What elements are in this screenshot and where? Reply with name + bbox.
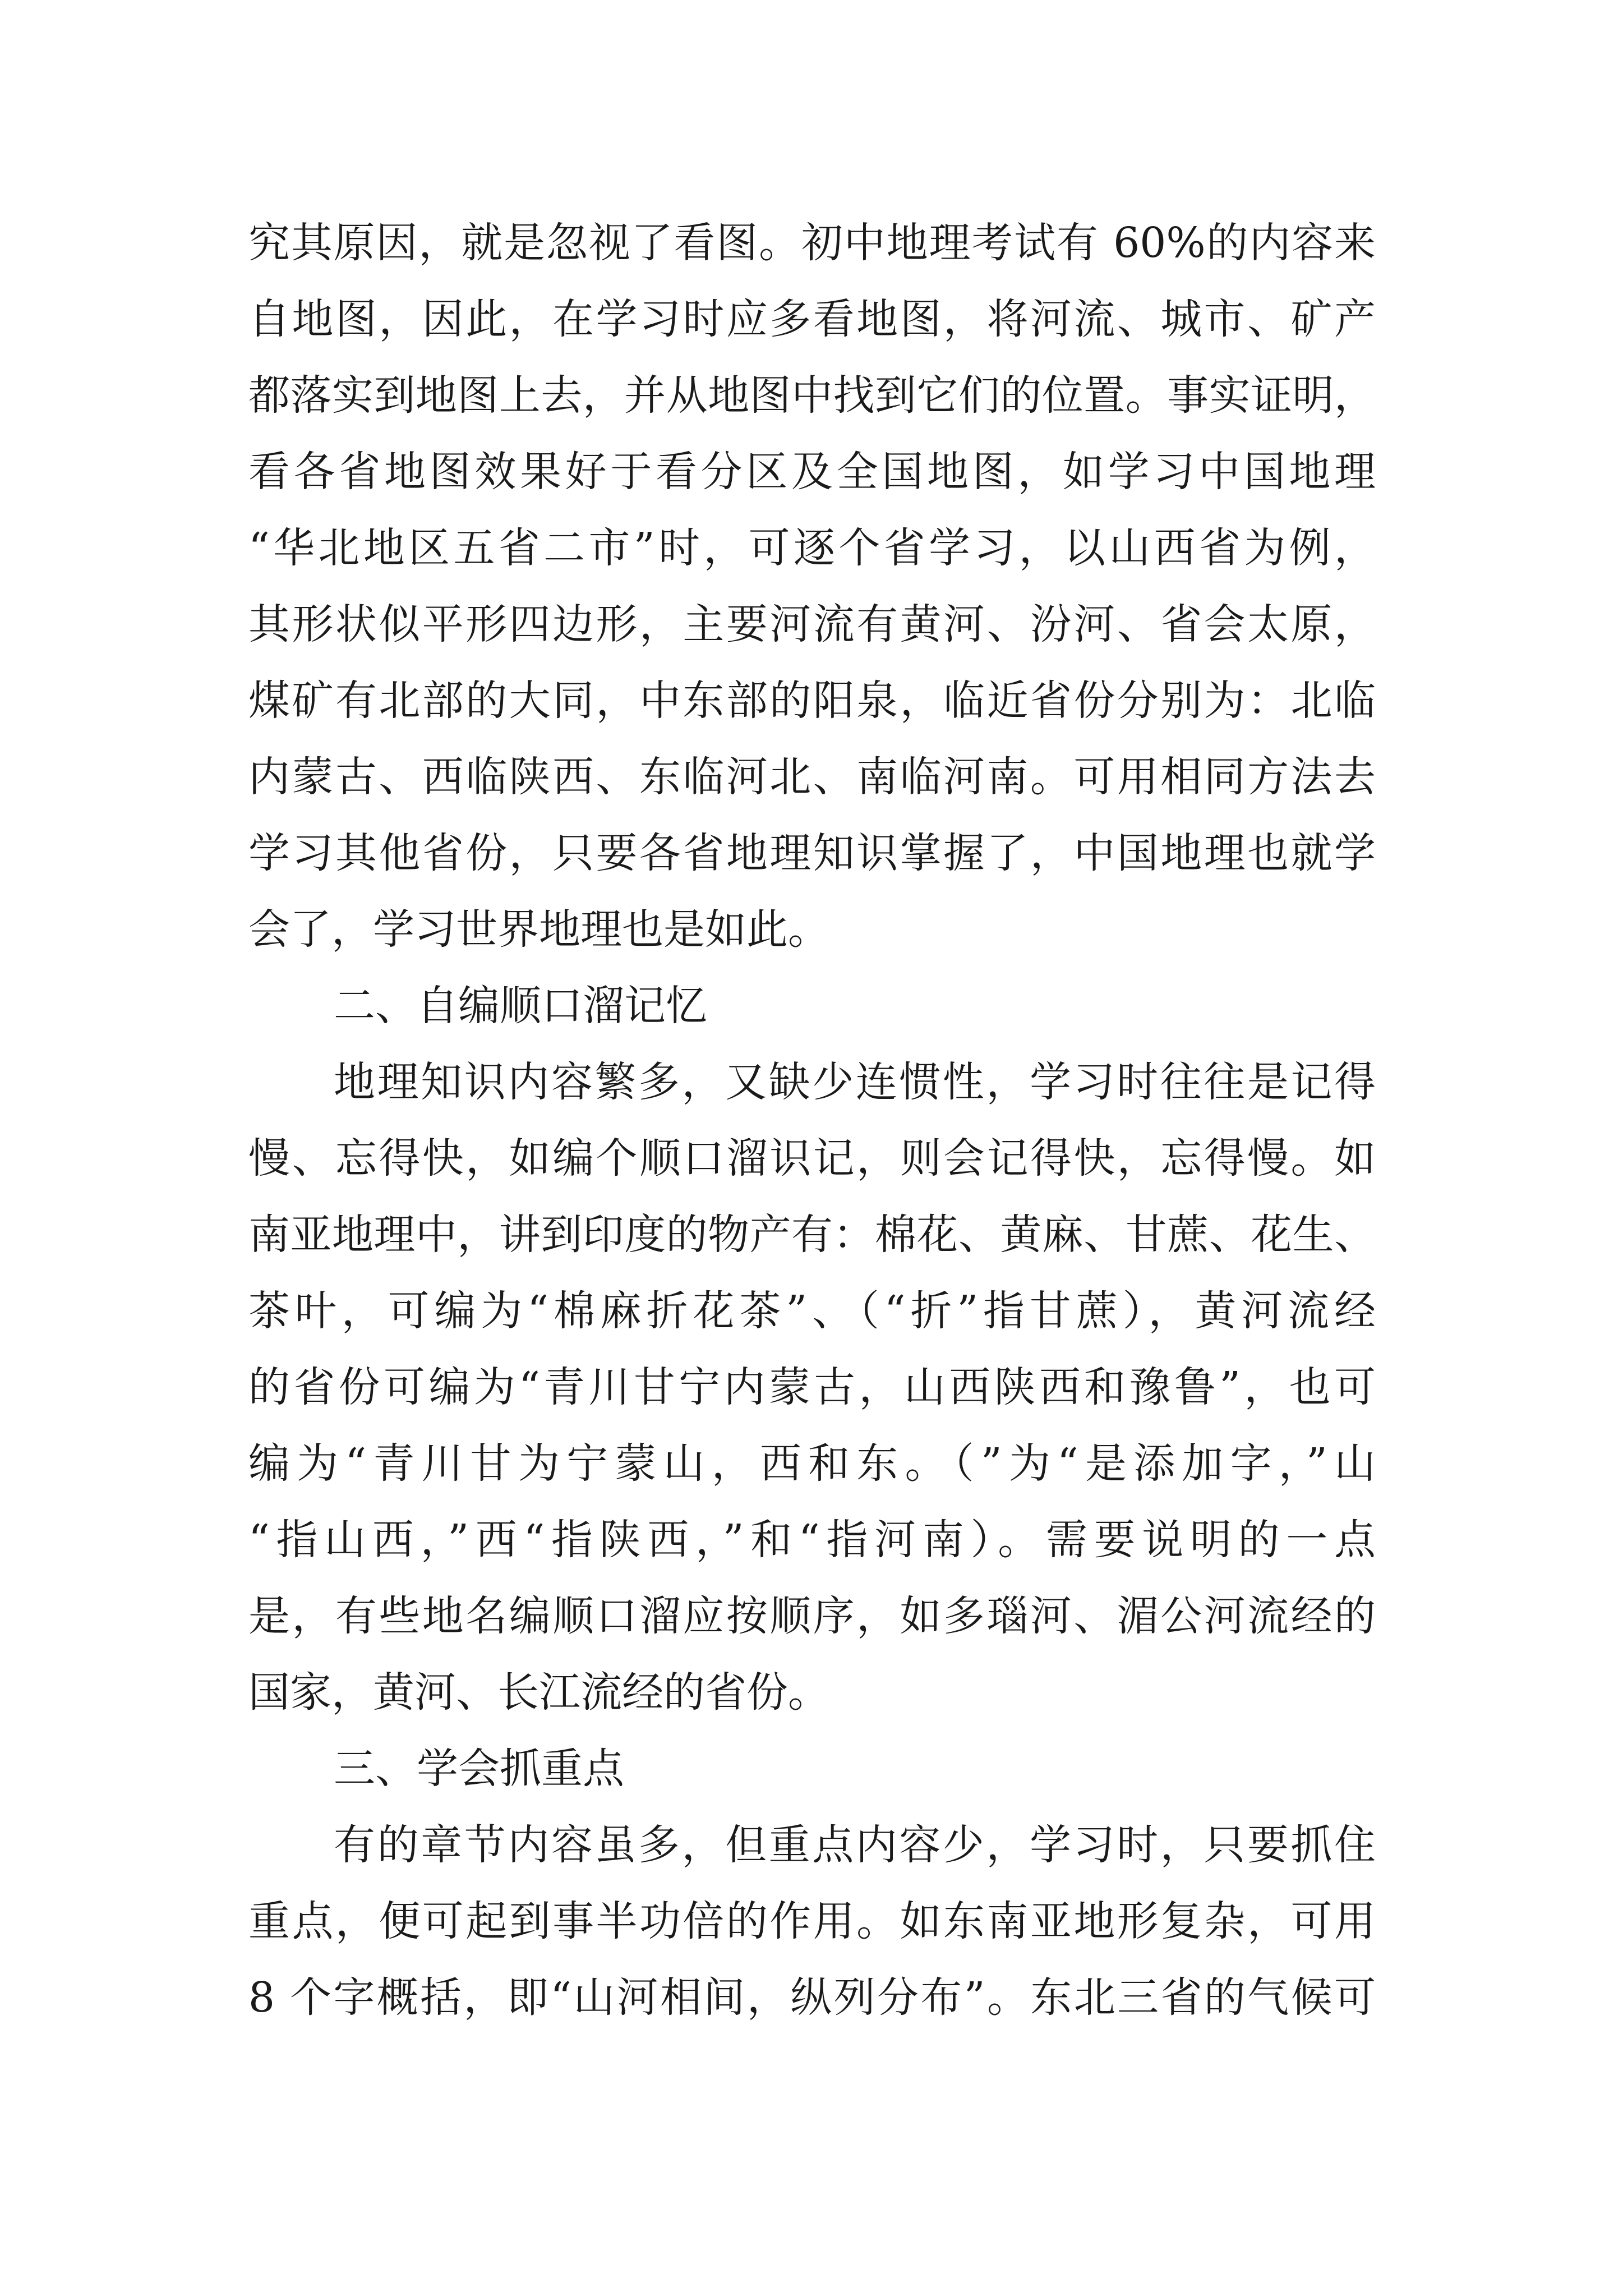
paragraph-line: 内蒙古、西临陕西、东临河北、南临河南。可用相同方法去: [248, 753, 1376, 801]
paragraph-line: 其形状似平形四边形，主要河流有黄河、汾河、省会太原，: [248, 600, 1376, 648]
paragraph-line: 看各省地图效果好于看分区及全国地图，如学习中国地理: [248, 448, 1376, 496]
paragraph-line: 南亚地理中，讲到印度的物产有：棉花、黄麻、甘蔗、花生、: [248, 1211, 1376, 1259]
paragraph-line: 自地图，因此，在学习时应多看地图，将河流、城市、矿产: [248, 295, 1376, 343]
paragraph-line: 有的章节内容虽多，但重点内容少，学习时，只要抓住: [334, 1821, 1376, 1869]
paragraph-line: “指山西，”西“指陕西，”和“指河南）。需要说明的一点: [248, 1516, 1376, 1564]
paragraph-line: “华北地区五省二市”时，可逐个省学习，以山西省为例，: [248, 524, 1376, 572]
section-heading: 二、自编顺口溜记忆: [334, 982, 707, 1030]
paragraph-line: 8 个字概括，即“山河相间，纵列分布”。东北三省的气候可: [248, 1973, 1376, 2022]
paragraph-line: 国家，黄河、长江流经的省份。: [248, 1668, 829, 1717]
paragraph-line: 编为“青川甘为宁蒙山，西和东。（”为“是添加字，”山: [248, 1439, 1376, 1488]
paragraph-line: 是，有些地名编顺口溜应按顺序，如多瑙河、湄公河流经的: [248, 1592, 1376, 1640]
section-heading: 三、学会抓重点: [334, 1745, 624, 1793]
paragraph-line: 会了，学习世界地理也是如此。: [248, 905, 829, 954]
paragraph-line: 煤矿有北部的大同，中东部的阳泉，临近省份分别为：北临: [248, 677, 1376, 725]
paragraph-line: 究其原因，就是忽视了看图。初中地理考试有 60%的内容来: [248, 219, 1376, 267]
paragraph-line: 学习其他省份，只要各省地理知识掌握了，中国地理也就学: [248, 829, 1376, 877]
paragraph-line: 地理知识内容繁多，又缺少连惯性，学习时往往是记得: [334, 1058, 1376, 1106]
paragraph-line: 都落实到地图上去，并从地图中找到它们的位置。事实证明，: [248, 371, 1376, 420]
paragraph-line: 慢、忘得快，如编个顺口溜识记，则会记得快，忘得慢。如: [248, 1134, 1376, 1182]
paragraph-line: 茶叶，可编为“棉麻折花茶”、（“折”指甘蔗），黄河流经: [248, 1287, 1376, 1335]
paragraph-line: 的省份可编为“青川甘宁内蒙古，山西陕西和豫鲁”，也可: [248, 1363, 1376, 1411]
paragraph-line: 重点，便可起到事半功倍的作用。如东南亚地形复杂，可用: [248, 1897, 1376, 1945]
